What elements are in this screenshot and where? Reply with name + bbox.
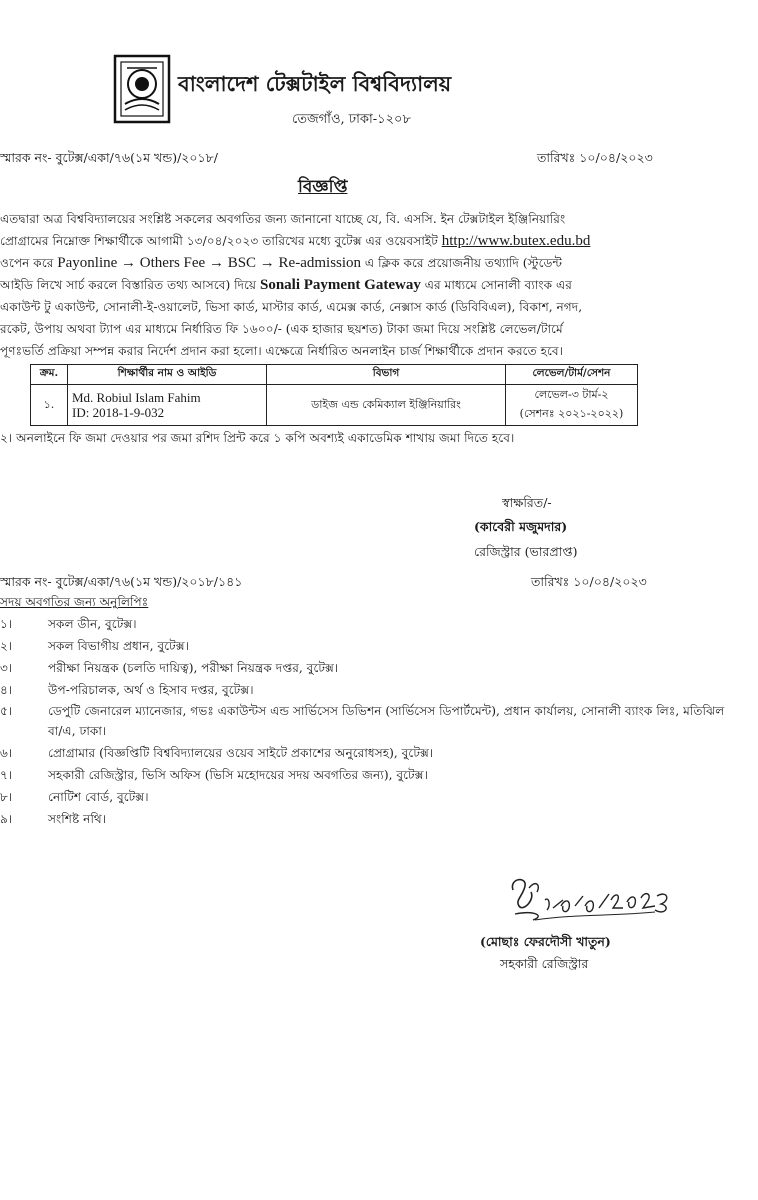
copy-item: সকল বিভাগীয় প্রধান, বুটেক্স।	[48, 639, 190, 653]
copy-item-num: ১।	[0, 617, 13, 631]
col-name-id: শিক্ষার্থীর নাম ও আইডি	[68, 365, 267, 385]
university-name: বাংলাদেশ টেক্সটাইল বিশ্ববিদ্যালয়	[178, 71, 452, 96]
table-row	[31, 385, 638, 426]
notice-line-7: পূণঃভর্তি প্রক্রিয়া সম্পন্ন করার নির্দেশ প্রদান করা হলো। এক্ষেত্রে নির্ধারিত অনলাইন চার্জ শিক্ষার্থীকে প্রদান করতে হবে।	[0, 344, 564, 358]
registrar-name: (কাবেরী মজুমদার)	[474, 519, 568, 534]
copy-heading: সদয় অবগতির জন্য অনুলিপিঃ	[0, 595, 149, 609]
notice-line-6: রকেট, উপায় অথবা ট্যাপ এর মাধ্যমে নির্ধারিত ফি ১৬০০/- (এক হাজার ছয়শত) টাকা জমা দিয়ে সংশ্লিষ্ট লেভেল/টার্মে	[0, 322, 563, 336]
copy-memo-date: তারিখঃ ১০/০৪/২০২৩	[531, 574, 647, 589]
col-serial: ক্রম.	[31, 365, 68, 385]
copy-item-num: ৪।	[0, 683, 13, 697]
website-link[interactable]: http://www.butex.edu.bd	[441, 233, 591, 249]
notice-title: বিজ্ঞপ্তি	[298, 177, 348, 197]
copy-memo-number: স্মারক নং- বুটেক্স/একা/৭৬(১ম খন্ড)/২০১৮/১৪১	[0, 574, 243, 589]
copy-item: সংশিষ্ট নথি।	[48, 812, 107, 826]
copy-item: ডেপুটি জেনারেল ম্যানেজার, গভঃ একাউন্টস এন্ড সার্ভিসেস ডিভিশন (সার্ভিসেস ডিপার্টমেন্ট), প্রধান কার্যালয়, সোনালী ব্যাংক লিঃ, মতিঝিল বা/এ, ঢাকা।	[48, 704, 725, 738]
notice-line-4: আইডি লিখে সার্চ করলে বিস্তারিত তথ্য আসবে) দিয়ে Sonali Payment Gateway এর মাধ্যমে সোনালী ব্যাংক এর	[0, 277, 573, 293]
assistant-registrar-name: (মোছাঃ ফেরদৌসী খাতুন)	[480, 934, 611, 949]
copy-item: সকল ডীন, বুটেক্স।	[48, 617, 137, 631]
student-name: Md. Robiul Islam Fahim	[72, 390, 201, 405]
assistant-registrar-title: সহকারী রেজিস্ট্রার	[500, 956, 589, 971]
student-table	[30, 364, 638, 426]
copy-item: উপ-পরিচালক, অর্থ ও হিসাব দপ্তর, বুটেক্স।	[48, 683, 254, 697]
cell-name-id	[68, 385, 267, 426]
student-id: ID: 2018-1-9-032	[72, 405, 165, 420]
copy-item-num: ৬।	[0, 746, 13, 760]
notice-line-5: একাউন্ট টু একাউন্ট, সোনালী-ই-ওয়ালেট, ভিসা কার্ড, মাস্টার কার্ড, এমেক্স কার্ড, নেক্সাস কার্ড (ডিবিবিএল), বিকাশ, নগদ,	[0, 300, 583, 314]
memo-date: তারিখঃ ১০/০৪/২০২৩	[537, 150, 653, 165]
copy-item-num: ৭।	[0, 768, 13, 782]
copy-item: পরীক্ষা নিয়ন্ত্রক (চলতি দায়িত্ব), পরীক্ষা নিয়ন্ত্রক দপ্তর, বুটেক্স।	[48, 661, 339, 675]
copy-item-num: ৮।	[0, 790, 13, 804]
cell-level-term-session	[506, 385, 638, 426]
notice-line-3: ওপেন করে Payonline → Others Fee → BSC → Re-admission এ ক্লিক করে প্রয়োজনীয় তথ্যাদি (স্টুডেন্ট	[0, 255, 563, 271]
copy-item-num: ৩।	[0, 661, 13, 675]
payment-gateway: Sonali Payment Gateway	[260, 277, 421, 293]
cell-department: ডাইজ এন্ড কেমিক্যাল ইঞ্জিনিয়ারিং	[267, 385, 506, 426]
level-term: লেভেল-৩ টার্ম-২	[534, 388, 609, 401]
copy-item: নোটিশ বোর্ড, বুটেক্স।	[48, 790, 149, 804]
registrar-title: রেজিস্ট্রার (ভারপ্রাপ্ত)	[474, 544, 578, 559]
signed-label: স্বাক্ষরিত/-	[502, 495, 552, 510]
handwritten-signature	[505, 870, 675, 930]
notice-line-1: এতদ্বারা অত্র বিশ্ববিদ্যালয়ের সংশ্লিষ্ট সকলের অবগতির জন্য জানানো যাচ্ছে যে, বি. এসসি. ইন টেক্সটাইল ইঞ্জিনিয়ারিং	[0, 212, 566, 226]
session: (সেশনঃ ২০২১-২০২২)	[519, 407, 624, 420]
copy-item: সহকারী রেজিস্ট্রার, ভিসি অফিস (ভিসি মহোদয়ের সদয় অবগতির জন্য), বুটেক্স।	[48, 768, 428, 782]
university-address: তেজগাঁও, ঢাকা-১২০৮	[292, 112, 411, 127]
university-logo	[113, 54, 171, 124]
note-line: ২। অনলাইনে ফি জমা দেওয়ার পর জমা রশিদ প্রিন্ট করে ১ কপি অবশ্যই একাডেমিক শাখায় জমা দিতে হবে।	[0, 431, 515, 445]
col-department: বিভাগ	[267, 365, 506, 385]
col-level-term-session: লেভেল/টার্ম/সেশন	[506, 365, 638, 385]
cell-serial: ১.	[31, 385, 68, 426]
copy-item-num: ৫।	[0, 704, 13, 718]
table-header-row	[31, 365, 638, 385]
copy-item-num: ২।	[0, 639, 13, 653]
memo-number: স্মারক নং- বুটেক্স/একা/৭৬(১ম খন্ড)/২০১৮/	[0, 150, 218, 165]
notice-line-2: প্রোগ্রামের নিম্নোক্ত শিক্ষার্থীকে আগামী ১৩/০৪/২০২৩ তারিখের মধ্যে বুটেক্স এর ওয়েবসাইট http://www.butex.edu.bd	[0, 233, 591, 249]
copy-item-num: ৯।	[0, 812, 13, 826]
payment-path: Payonline → Others Fee → BSC → Re-admission	[57, 255, 362, 271]
copy-item: প্রোগ্রামার (বিজ্ঞপ্তিটি বিশ্ববিদ্যালয়ের ওয়েব সাইটে প্রকাশের অনুরোধসহ), বুটেক্স।	[48, 746, 434, 760]
